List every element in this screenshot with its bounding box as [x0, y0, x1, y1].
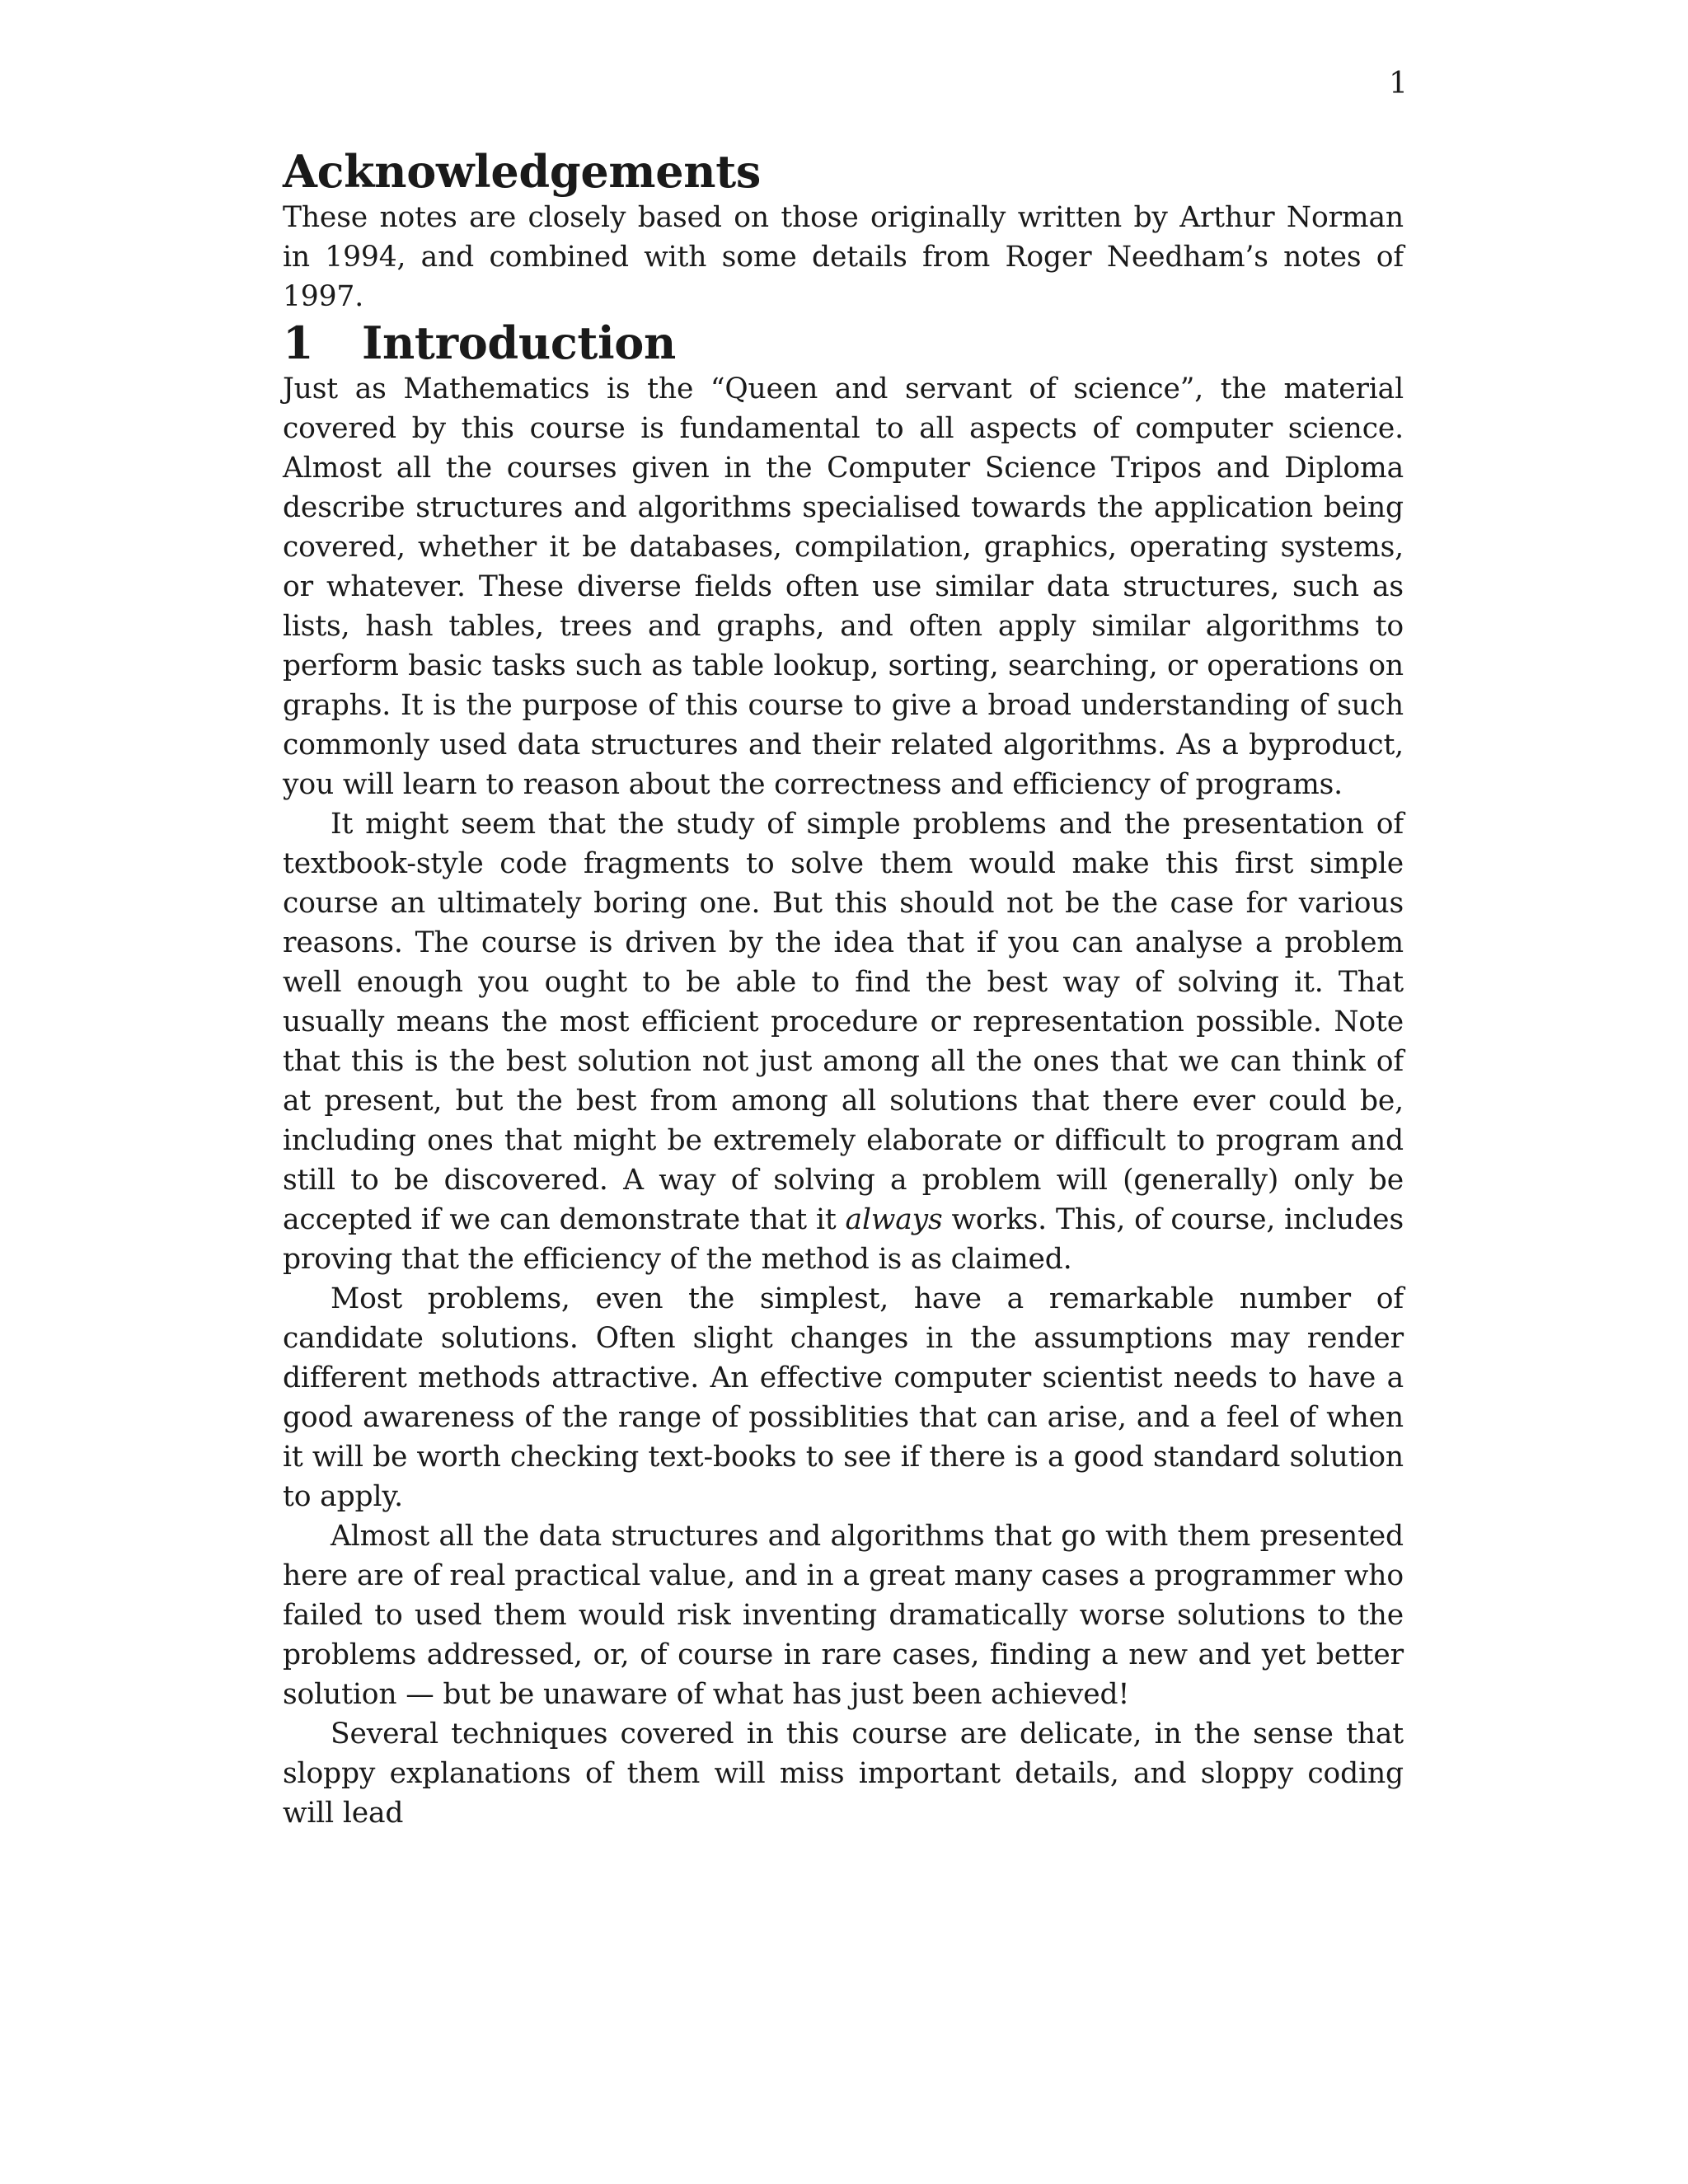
intro-paragraph-1: Just as Mathematics is the “Queen and servant of science”, the material covered by this course is fundamental to all aspects of computer science. Almost all the courses given in the Computer Science Tripos and Diploma describe structures and algorithms specialised towards the application being covered, whether it be databases, compilation, graphics, operating systems, or whatever. These diverse fields often use similar data structures, such as lists, hash tables, trees and graphs, and often apply similar algorithms to perform basic tasks such as table lookup, sorting, searching, or operations on graphs. It is the purpose of this course to give a broad understanding of such commonly used data structures and their related algorithms. As a byproduct, you will learn to reason about the correctness and efficiency of programs.: [283, 373, 1404, 801]
intro-paragraph-3: Most problems, even the simplest, have a remarkable number of candidate solutions. Often slight changes in the assumptions may render different methods attractive. An effective computer scientist needs to have a good awareness of the range of possiblities that can arise, and a feel of when it will be worth checking text-books to see if there is a good standard solution to apply.: [283, 1282, 1404, 1513]
paragraph-text: It might seem that the study of simple problems and the presentation of textbook-style code fragments to solve them would make this first simple course an ultimately boring one. But this should not be the case for various reasons. The course is driven by the idea that if you can analyse a problem well enough you ought to be able to find the best way of solving it. That usually means the most efficient procedure or representation possible. Note that this is the best solution not just among all the ones that we can think of at present, but the best from among all solutions that there ever could be, including ones that might be extremely elaborate or difficult to program and still to be discovered. A way of solving a problem will (generally) only be accepted if we can demonstrate that it: [283, 808, 1404, 1236]
acknowledgements-paragraph: These notes are closely based on those originally written by Arthur Norman in 1994, and combined with some details from Roger Needham’s notes of 1997.: [283, 201, 1404, 313]
section-title: Introduction: [362, 316, 676, 369]
page-content: [283, 145, 1404, 1833]
introduction-heading: [283, 316, 1404, 369]
page-number: 1: [1389, 67, 1408, 101]
acknowledgements-heading: Acknowledgements: [283, 145, 761, 198]
paragraph-text: works. This, of course, includes proving that the efficiency of the method is as claimed.: [283, 1203, 1404, 1276]
intro-paragraph-5: Several techniques covered in this course are delicate, in the sense that sloppy explanations of them will miss important details, and sloppy coding will lead: [283, 1718, 1404, 1830]
emphasis-text: always: [845, 1203, 943, 1236]
intro-paragraph-4: Almost all the data structures and algorithms that go with them presented here are of real practical value, and in a great many cases a programmer who failed to used them would risk inventing dramatically worse solutions to the problems addressed, or, of course in rare cases, finding a new and yet better solution — but be unaware of what has just been achieved!: [283, 1520, 1404, 1711]
intro-paragraph-2: [283, 804, 1404, 1279]
section-number: 1: [283, 316, 314, 369]
